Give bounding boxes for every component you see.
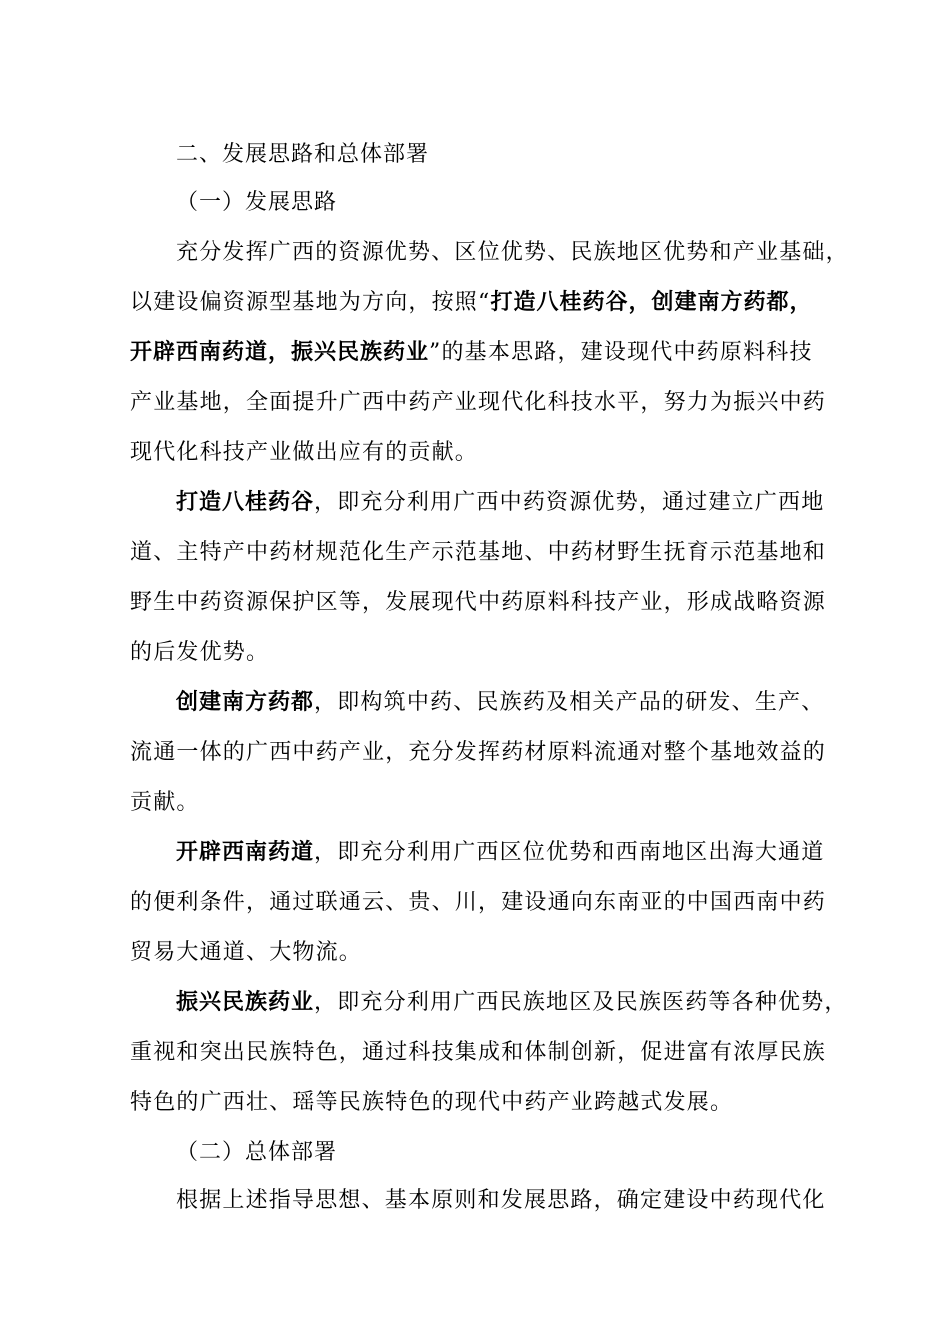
paragraph-6-line-1: 根据上述指导思想、基本原则和发展思路，确定建设中药现代化 — [176, 1188, 826, 1213]
paragraph-4-line-1-text: ，即充分利用广西区位优势和西南地区出海大通道 — [314, 840, 825, 865]
slogan-part-1: 打造八桂药谷，创建南方药都， — [490, 290, 813, 315]
paragraph-3-line-3: 贡献。 — [130, 790, 200, 815]
section-title: 二、发展思路和总体部署 — [176, 142, 430, 167]
term-southwest-medicine-road: 开辟西南药道 — [176, 840, 315, 865]
paragraph-4-line-3: 贸易大通道、大物流。 — [130, 940, 363, 965]
term-bagui-medicine-valley: 打造八桂药谷 — [176, 490, 315, 515]
paragraph-5-line-3: 特色的广西壮、瑶等民族特色的现代中药产业跨越式发展。 — [130, 1090, 734, 1115]
paragraph-1-line-3 — [130, 338, 813, 368]
paragraph-5-line-2: 重视和突出民族特色，通过科技集成和体制创新，促进富有浓厚民族 — [130, 1040, 827, 1065]
term-southern-medicine-capital: 创建南方药都 — [176, 690, 315, 715]
paragraph-3-line-2: 流通一体的广西中药产业，充分发挥药材原料流通对整个基地效益的 — [130, 740, 827, 765]
paragraph-1-line-2 — [130, 288, 812, 318]
paragraph-4-line-1 — [176, 838, 824, 868]
paragraph-5-line-1-text: ，即充分利用广西民族地区及民族医药等各种优势， — [314, 990, 848, 1015]
paragraph-3-line-1 — [176, 688, 824, 718]
paragraph-2-line-1-text: ，即充分利用广西中药资源优势，通过建立广西地 — [314, 490, 825, 515]
paragraph-4-line-2: 的便利条件，通过联通云、贵、川，建设通向东南亚的中国西南中药 — [130, 890, 827, 915]
subsection-title-overall-deployment: （二）总体部署 — [176, 1140, 338, 1165]
paragraph-3-line-1-text: ，即构筑中药、民族药及相关产品的研发、生产、 — [314, 690, 825, 715]
subsection-title-development-ideas: （一）发展思路 — [176, 190, 338, 215]
paragraph-5-line-1 — [176, 988, 848, 1018]
paragraph-2-line-3: 野生中药资源保护区等，发展现代中药原料科技产业，形成战略资源 — [130, 590, 827, 615]
paragraph-1-line-4: 产业基地，全面提升广西中药产业现代化科技水平，努力为振兴中药 — [130, 390, 827, 415]
paragraph-2-line-2: 道、主特产中药材规范化生产示范基地、中药材野生抚育示范基地和 — [130, 540, 827, 565]
term-ethnic-medicine-industry: 振兴民族药业 — [176, 990, 315, 1015]
paragraph-1-line-2-text: 以建设偏资源型基地为方向，按照“ — [130, 290, 491, 315]
paragraph-1-line-5: 现代化科技产业做出应有的贡献。 — [130, 440, 479, 465]
paragraph-2-line-1 — [176, 488, 824, 518]
slogan-part-2: 开辟西南药道，振兴民族药业 — [130, 340, 430, 365]
paragraph-2-line-4: 的后发优势。 — [130, 640, 270, 665]
paragraph-1-line-1: 充分发挥广西的资源优势、区位优势、民族地区优势和产业基础， — [176, 240, 849, 265]
paragraph-1-line-3-text: ”的基本思路，建设现代中药原料科技 — [429, 340, 813, 365]
